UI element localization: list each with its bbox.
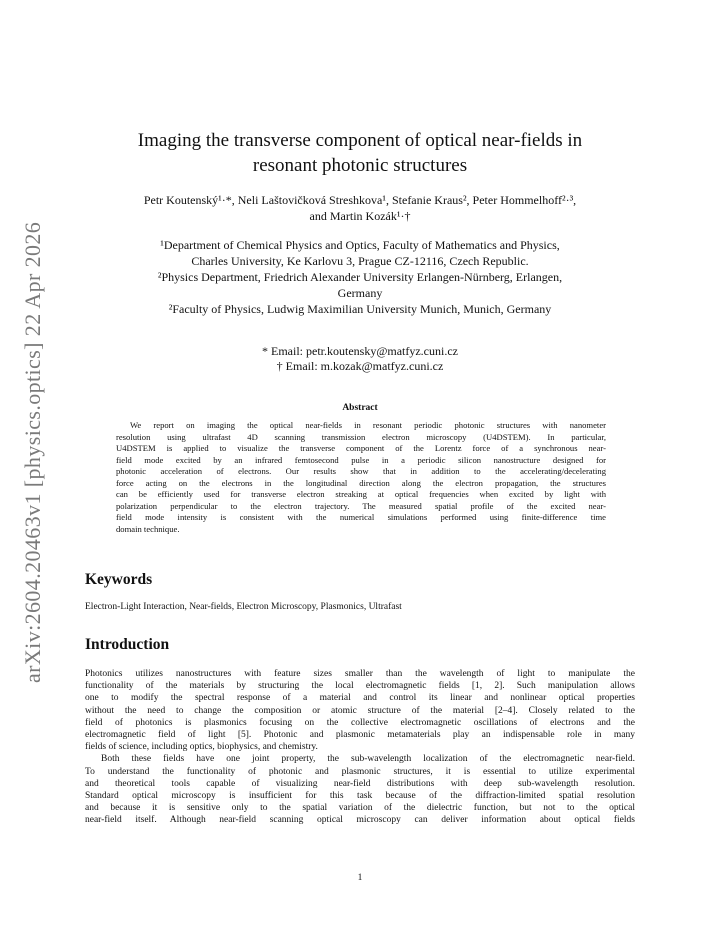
- affiliations: [85, 237, 635, 317]
- abstract-line: U4DSTEM is applied to visualize the transverse component of the Lorentz force of a synchronous near-: [116, 443, 606, 453]
- affiliation-line: Germany: [337, 286, 383, 300]
- body-line: functionality of the materials by structuring the local electromagnetic fields [1, 2]. Such manipulation allows: [85, 681, 635, 692]
- abstract-line: resolution using ultrafast 4D scanning transmission electron microscopy (U4DSTEM). In particular,: [116, 431, 606, 442]
- author-line: Petr Koutenský¹·*, Neli Laštovičková Streshkova¹, Stefanie Kraus², Peter Hommelhoff²·³,: [143, 193, 577, 207]
- paper-title: [85, 128, 635, 178]
- author-line: and Martin Kozák¹·†: [309, 209, 411, 223]
- email-line: † Email: m.kozak@matfyz.cuni.cz: [276, 359, 444, 373]
- abstract-body: [116, 420, 606, 535]
- contact-emails: [85, 344, 635, 374]
- body-line: and theoretical tools capable of visualizing near-field distributions with deep sub-wavelength resolution.: [85, 778, 635, 789]
- affiliation-line: ¹Department of Chemical Physics and Optics, Faculty of Mathematics and Physics,: [160, 238, 560, 252]
- title-line: resonant photonic structures: [252, 155, 468, 176]
- page-number: 1: [357, 873, 363, 883]
- abstract-line: force acting on the electrons in the longitudinal direction along the electron propagation, the structures: [116, 477, 606, 488]
- arxiv-identifier-stamp: arXiv:2604.20463v1 [physics.optics] 22 Apr 2026: [20, 221, 45, 683]
- email-line: * Email: petr.koutensky@matfyz.cuni.cz: [262, 344, 458, 358]
- body-line: near-field itself. Although near-field scanning optical microscopy can deliver information about optical fields: [85, 815, 635, 826]
- abstract-line: domain technique.: [116, 523, 180, 534]
- introduction-body: [85, 668, 635, 827]
- body-line: field of photonics is plasmonics focusing on the collective electromagnetic oscillations of electrons and the: [85, 717, 635, 728]
- abstract-line: We report on imaging the optical near-fields in resonant periodic photonic structures with nanometer: [130, 420, 606, 430]
- title-line: Imaging the transverse component of optical near-fields in: [137, 130, 583, 151]
- author-list: [85, 192, 635, 224]
- keywords-text: Electron-Light Interaction, Near-fields, Electron Microscopy, Plasmonics, Ultrafast: [85, 602, 402, 612]
- body-line: fields of science, including optics, biophysics, and chemistry.: [85, 742, 318, 753]
- affiliation-line: ²Physics Department, Friedrich Alexander University Erlangen-Nürnberg, Erlangen,: [157, 270, 563, 284]
- introduction-heading: Introduction: [85, 636, 170, 653]
- keywords-heading: Keywords: [85, 571, 153, 588]
- body-line: and because it is sensitive only to the spatial variation of the dielectric function, but not to the optical: [85, 803, 635, 814]
- abstract-line: field mode excited by an infrared femtosecond pulse in a periodic silicon nanostructure designed for: [116, 454, 606, 465]
- abstract-line: field mode intensity is consistent with the numerical simulations performed using finite-difference time: [116, 512, 606, 522]
- affiliation-line: ²Faculty of Physics, Ludwig Maximilian University Munich, Munich, Germany: [168, 302, 552, 316]
- body-line: To understand the functionality of photonic and plasmonic structures, it is essential to utilize experimental: [85, 766, 635, 777]
- abstract-line: photonic acceleration of electrons. Our results show that in addition to the accelerating/decelerating: [116, 466, 606, 476]
- body-line: without the need to change the composition or atomic structure of the material [2–4]. Closely related to the: [85, 705, 635, 716]
- body-line: Standard optical microscopy is insufficient for this task because of the diffraction-limited spatial resolution: [85, 791, 635, 802]
- body-line: electromagnetic field of light [5]. Photonic and plasmonic metamaterials play an indispensable role in many: [85, 730, 635, 741]
- body-line: Photonics utilizes nanostructures with feature sizes smaller than the wavelength of light to manipulate the: [85, 669, 635, 679]
- affiliation-line: Charles University, Ke Karlovu 3, Prague CZ-12116, Czech Republic.: [191, 254, 529, 268]
- abstract-line: can be efficiently used for transverse electron streaking at optical frequencies when excited by light with: [116, 489, 606, 499]
- body-line: Both these fields have one joint property, the sub-wavelength localization of the electromagnetic near-field.: [101, 754, 635, 765]
- body-line: one to modify the spectral response of a material and control its linear and nonlinear optical properties: [85, 693, 635, 704]
- abstract-line: polarization perpendicular to the electron trajectory. The measured spatial profile of the excited near-: [116, 500, 606, 511]
- abstract-heading: Abstract: [342, 403, 378, 413]
